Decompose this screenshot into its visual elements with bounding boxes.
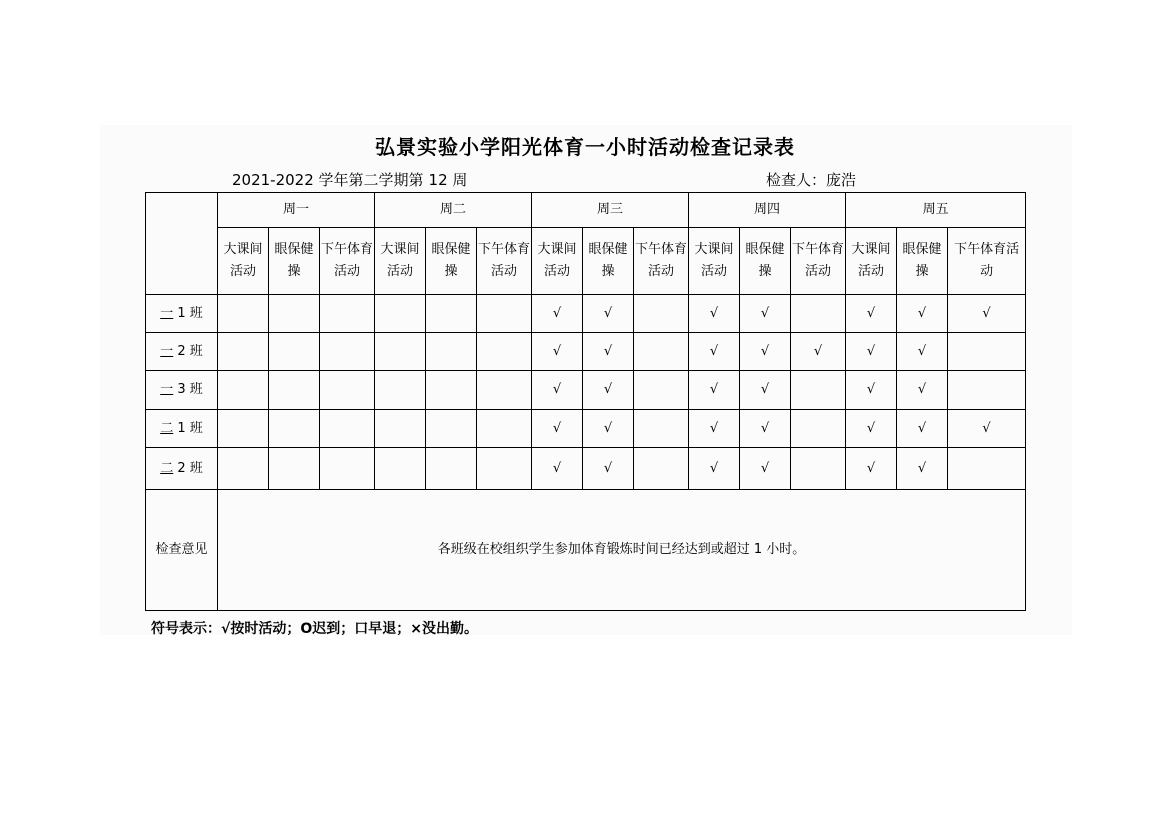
- check-mark-cell: √: [846, 371, 897, 410]
- check-mark-cell: [320, 410, 375, 448]
- check-mark-cell: [218, 410, 269, 448]
- check-mark-cell: [218, 371, 269, 410]
- opinion-label: 检查意见: [146, 490, 218, 611]
- check-mark-cell: √: [532, 333, 583, 371]
- check-mark-cell: [375, 448, 426, 490]
- activity-header-tue-recess: [375, 228, 426, 295]
- check-mark-cell: [320, 371, 375, 410]
- day-header-row: [146, 193, 1026, 228]
- check-mark-cell: √: [583, 448, 634, 490]
- check-mark-cell: [426, 371, 477, 410]
- check-mark-cell: [477, 295, 532, 333]
- grade-label: 二: [160, 420, 174, 436]
- check-mark-cell: [426, 295, 477, 333]
- corner-cell: [146, 193, 218, 295]
- day-header-thu: 周四: [689, 193, 846, 228]
- activity-label-line: 大课间: [694, 242, 734, 257]
- check-mark-cell: [320, 295, 375, 333]
- activity-label-line: 活动: [334, 264, 361, 279]
- class-label: 2 班: [173, 343, 203, 359]
- activity-header-thu-eye-exercise: [740, 228, 791, 295]
- check-mark-cell: √: [846, 295, 897, 333]
- activity-label-line: 眼保健: [902, 242, 942, 257]
- activity-label-line: 下午体育: [635, 242, 688, 257]
- activity-label-line: 下午体育: [478, 242, 531, 257]
- check-mark-cell: [320, 333, 375, 371]
- document-title: 弘景实验小学阳光体育一小时活动检查记录表: [375, 135, 795, 159]
- activity-header-tue-pe: [477, 228, 532, 295]
- check-mark-cell: [426, 410, 477, 448]
- check-mark-cell: [269, 333, 320, 371]
- opinion-row: [146, 490, 1026, 611]
- check-mark-cell: [426, 333, 477, 371]
- activity-label-line: 下午体育: [792, 242, 845, 257]
- grade-label: 一: [160, 343, 174, 359]
- check-mark-cell: [218, 448, 269, 490]
- check-mark-cell: √: [532, 410, 583, 448]
- day-header-tue: 周二: [375, 193, 532, 228]
- activity-header-row: [146, 228, 1026, 295]
- activity-header-thu-recess: [689, 228, 740, 295]
- activity-header-mon-eye-exercise: [269, 228, 320, 295]
- check-mark-cell: [948, 371, 1026, 410]
- check-mark-cell: [791, 295, 846, 333]
- class-name-cell: [146, 410, 218, 448]
- check-mark-cell: [375, 371, 426, 410]
- check-mark-cell: [634, 448, 689, 490]
- activity-label-line: 动: [980, 264, 994, 279]
- check-mark-cell: [634, 333, 689, 371]
- class-name-cell: [146, 371, 218, 410]
- check-mark-cell: √: [532, 371, 583, 410]
- week-number: 12 周: [428, 171, 468, 189]
- check-mark-cell: [948, 333, 1026, 371]
- opinion-text: 各班级在校组织学生参加体育锻炼时间已经达到或超过 1 小时。: [218, 490, 1026, 611]
- check-mark-cell: [791, 448, 846, 490]
- check-mark-cell: [269, 410, 320, 448]
- activity-label-line: 活动: [387, 264, 414, 279]
- class-name-cell: [146, 333, 218, 371]
- activity-label-line: 大课间: [380, 242, 420, 257]
- check-mark-cell: √: [532, 295, 583, 333]
- inspector-line: 检查人：庞浩: [766, 171, 857, 189]
- class-name-cell: [146, 295, 218, 333]
- check-mark-cell: √: [689, 295, 740, 333]
- check-mark-cell: √: [532, 448, 583, 490]
- check-mark-cell: [375, 410, 426, 448]
- class-row: [146, 333, 1026, 371]
- activity-header-wed-pe: [634, 228, 689, 295]
- activity-label-line: 操: [915, 264, 929, 279]
- activity-label-line: 活动: [805, 264, 832, 279]
- check-mark-cell: √: [897, 371, 948, 410]
- activity-label-line: 下午体育活: [954, 242, 1020, 257]
- check-mark-cell: √: [791, 333, 846, 371]
- class-label: 1 班: [173, 420, 203, 436]
- class-row: [146, 448, 1026, 490]
- activity-label-line: 大课间: [537, 242, 577, 257]
- check-mark-cell: √: [583, 295, 634, 333]
- day-header-fri: 周五: [846, 193, 1026, 228]
- check-mark-cell: √: [740, 410, 791, 448]
- check-mark-cell: [375, 333, 426, 371]
- grade-label: 一: [160, 382, 174, 397]
- activity-label-line: 活动: [701, 264, 728, 279]
- check-mark-cell: √: [689, 410, 740, 448]
- activity-header-mon-recess: [218, 228, 269, 295]
- check-mark-cell: [791, 371, 846, 410]
- check-mark-cell: [269, 371, 320, 410]
- class-label: 3 班: [173, 382, 203, 397]
- check-mark-cell: √: [583, 371, 634, 410]
- activity-label-line: 眼保健: [588, 242, 628, 257]
- class-label: 2 班: [173, 460, 203, 476]
- check-mark-cell: √: [948, 295, 1026, 333]
- activity-header-tue-eye-exercise: [426, 228, 477, 295]
- activity-header-fri-eye-exercise: [897, 228, 948, 295]
- activity-label-line: 操: [758, 264, 772, 279]
- check-mark-cell: √: [583, 333, 634, 371]
- activity-label-line: 活动: [229, 264, 256, 279]
- activity-header-wed-recess: [532, 228, 583, 295]
- check-mark-cell: [791, 410, 846, 448]
- class-row: [146, 295, 1026, 333]
- check-mark-cell: √: [689, 333, 740, 371]
- activity-header-mon-pe: [320, 228, 375, 295]
- activity-header-fri-recess: [846, 228, 897, 295]
- check-mark-cell: √: [897, 295, 948, 333]
- check-mark-cell: √: [948, 410, 1026, 448]
- check-mark-cell: [634, 371, 689, 410]
- inspection-table: [145, 192, 1026, 611]
- check-mark-cell: √: [740, 333, 791, 371]
- activity-label-line: 活动: [648, 264, 675, 279]
- activity-label-line: 活动: [491, 264, 518, 279]
- activity-label-line: 操: [444, 264, 458, 279]
- check-mark-cell: √: [846, 410, 897, 448]
- check-mark-cell: √: [583, 410, 634, 448]
- activity-label-line: 眼保健: [745, 242, 785, 257]
- check-mark-cell: [218, 295, 269, 333]
- check-mark-cell: √: [897, 333, 948, 371]
- check-mark-cell: [269, 295, 320, 333]
- class-row: [146, 371, 1026, 410]
- check-mark-cell: [477, 371, 532, 410]
- check-mark-cell: [634, 295, 689, 333]
- check-mark-cell: √: [897, 410, 948, 448]
- check-mark-cell: √: [689, 448, 740, 490]
- activity-label-line: 活动: [544, 264, 571, 279]
- activity-label-line: 操: [601, 264, 615, 279]
- activity-label-line: 大课间: [223, 242, 263, 257]
- activity-header-thu-pe: [791, 228, 846, 295]
- check-mark-cell: √: [846, 333, 897, 371]
- activity-label-line: 眼保健: [431, 242, 471, 257]
- activity-header-fri-pe: [948, 228, 1026, 295]
- grade-label: 一: [160, 305, 174, 321]
- check-mark-cell: [375, 295, 426, 333]
- check-mark-cell: [426, 448, 477, 490]
- check-mark-cell: [477, 333, 532, 371]
- check-mark-cell: [477, 448, 532, 490]
- check-mark-cell: √: [846, 448, 897, 490]
- symbol-legend: 符号表示：√按时活动；O迟到；口早退；×没出勤。: [151, 621, 478, 637]
- check-mark-cell: [218, 333, 269, 371]
- day-header-wed: 周三: [532, 193, 689, 228]
- class-row: [146, 410, 1026, 448]
- activity-label-line: 眼保健: [274, 242, 314, 257]
- term-label: 2021-2022 学年第二学期第: [232, 171, 424, 189]
- class-name-cell: [146, 448, 218, 490]
- activity-label-line: 大课间: [851, 242, 891, 257]
- activity-label-line: 操: [287, 264, 301, 279]
- term-line: [232, 169, 467, 190]
- day-header-mon: 周一: [218, 193, 375, 228]
- activity-header-wed-eye-exercise: [583, 228, 634, 295]
- check-mark-cell: √: [740, 295, 791, 333]
- check-mark-cell: √: [897, 448, 948, 490]
- grade-label: 二: [160, 460, 174, 476]
- check-mark-cell: √: [689, 371, 740, 410]
- check-mark-cell: [948, 448, 1026, 490]
- activity-label-line: 活动: [858, 264, 885, 279]
- activity-label-line: 下午体育: [321, 242, 374, 257]
- check-mark-cell: [269, 448, 320, 490]
- check-mark-cell: √: [740, 371, 791, 410]
- check-mark-cell: [320, 448, 375, 490]
- check-mark-cell: √: [740, 448, 791, 490]
- class-label: 1 班: [173, 305, 203, 321]
- check-mark-cell: [634, 410, 689, 448]
- check-mark-cell: [477, 410, 532, 448]
